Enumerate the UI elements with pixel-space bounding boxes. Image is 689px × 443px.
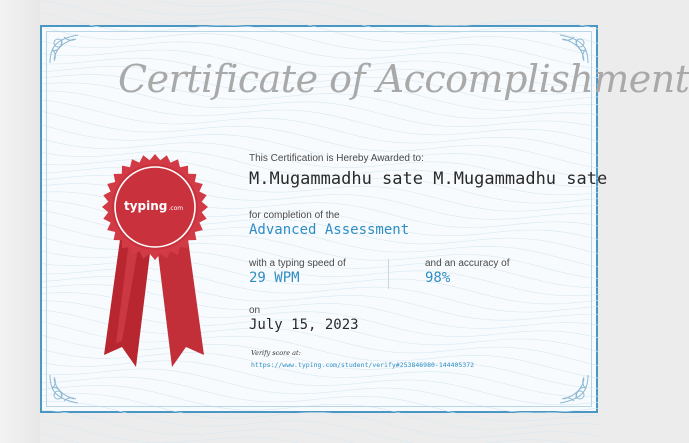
certificate-title: Certificate of Accomplishment [118,57,689,101]
verify-link[interactable]: https://www.typing.com/student/verify#253846980-144405372 [251,361,475,369]
typing-speed: 29 WPM [249,270,300,286]
corner-ornament-icon [556,371,590,405]
page-backdrop [0,0,40,443]
guilloche-line [42,421,600,443]
completion-date: July 15, 2023 [249,317,359,333]
stats-divider [388,259,389,289]
course-name: Advanced Assessment [249,222,410,238]
typing-logo [124,199,183,213]
logo-brand: typing [124,199,168,213]
typing-accuracy: 98% [425,270,451,286]
awarded-label: This Certification is Hereby Awarded to: [249,153,424,164]
certificate [40,25,689,413]
recipient-name: M.Mugammadhu sate M.Mugammadhu sate [249,169,608,189]
corner-ornament-icon [48,33,82,67]
completion-label: for completion of the [249,210,340,221]
guilloche-line [42,410,600,443]
guilloche-line [42,402,600,443]
logo-domain: .com [168,205,184,212]
corner-ornament-icon [48,371,82,405]
accuracy-label: and an accuracy of [425,258,510,269]
award-ribbon-icon [100,155,210,370]
date-label: on [249,305,261,316]
speed-label: with a typing speed of [249,258,346,269]
verify-label: Verify score at: [251,349,301,357]
